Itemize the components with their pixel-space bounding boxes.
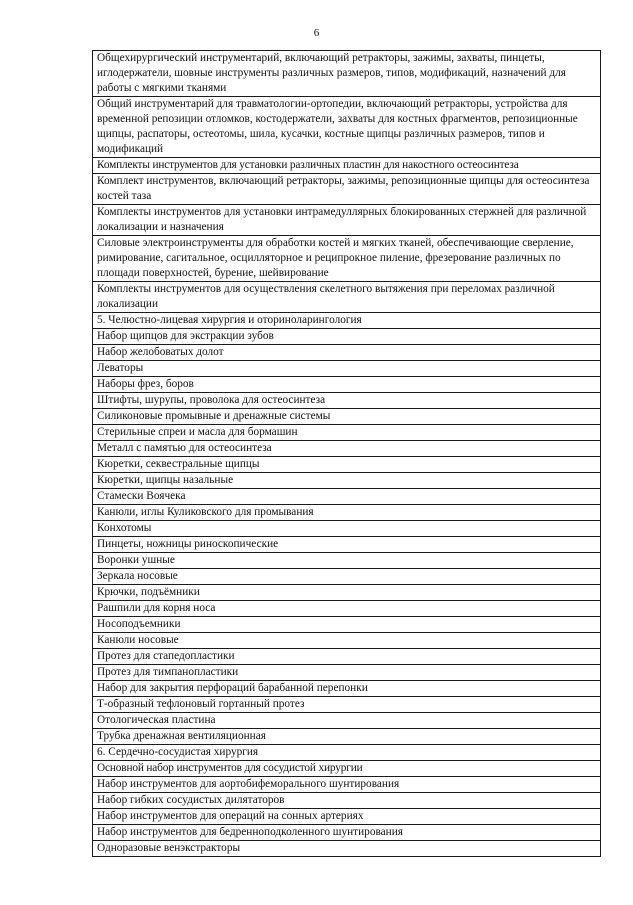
- table-cell: 6. Сердечно-сосудистая хирургия: [93, 745, 601, 761]
- table-cell: Общий инструментарий для травматологии-ортопедии, включающий ретракторы, устройства для временной репозиции отломков, костодержатели, захваты для костных фрагментов, репозиционные щипцы, распаторы, остеотомы, шила, кусачки, костные щипцы различных размеров, типов и модификаций: [93, 97, 601, 158]
- table-cell: Т-образный тефлоновый гортанный протез: [93, 697, 601, 713]
- table-row: [93, 825, 601, 841]
- table-cell: Рашпили для корня носа: [93, 601, 601, 617]
- page-number: 6: [313, 27, 320, 39]
- table-cell: Стамески Воячека: [93, 489, 601, 505]
- table-cell: Штифты, шурупы, проволока для остеосинтеза: [93, 393, 601, 409]
- table-cell: Набор щипцов для экстракции зубов: [93, 329, 601, 345]
- instrument-list-table: [92, 50, 601, 857]
- table-row: [93, 393, 601, 409]
- table-cell: Зеркала носовые: [93, 569, 601, 585]
- table-cell: Кюретки, секвестральные щипцы: [93, 457, 601, 473]
- table-row: [93, 553, 601, 569]
- table-row: [93, 236, 601, 282]
- table-row: [93, 505, 601, 521]
- table-cell: Комплекты инструментов для установки различных пластин для накостного остеосинтеза: [93, 158, 601, 174]
- table-row: [93, 585, 601, 601]
- table-cell: Кюретки, щипцы назальные: [93, 473, 601, 489]
- table-cell: Крючки, подъёмники: [93, 585, 601, 601]
- table-row: [93, 729, 601, 745]
- table-row: [93, 521, 601, 537]
- table-cell: Комплекты инструментов для установки интрамедуллярных блокированных стержней для различной локализации и назначения: [93, 205, 601, 236]
- table-row: [93, 537, 601, 553]
- table-cell: Стерильные спреи и масла для бормашин: [93, 425, 601, 441]
- table-cell: Набор инструментов для бедренноподколенного шунтирования: [93, 825, 601, 841]
- table-row: [93, 841, 601, 857]
- table-cell: Комплекты инструментов для осуществления скелетного вытяжения при переломах различной локализации: [93, 282, 601, 313]
- table-cell: Отологическая пластина: [93, 713, 601, 729]
- table-cell: Канюли носовые: [93, 633, 601, 649]
- table-row: [93, 665, 601, 681]
- table-row: [93, 489, 601, 505]
- table-row: [93, 361, 601, 377]
- table-row: [93, 761, 601, 777]
- table-row: [93, 345, 601, 361]
- table-cell: Канюли, иглы Куликовского для промывания: [93, 505, 601, 521]
- table-row: [93, 697, 601, 713]
- table-row: [93, 617, 601, 633]
- table-cell: Трубка дренажная вентиляционная: [93, 729, 601, 745]
- table-row: [93, 51, 601, 97]
- table-row: [93, 809, 601, 825]
- table-cell: Набор инструментов для операций на сонных артериях: [93, 809, 601, 825]
- table-cell: Носоподъемники: [93, 617, 601, 633]
- table-cell: Набор гибких сосудистых дилятаторов: [93, 793, 601, 809]
- table-cell: Набор желобоватых долот: [93, 345, 601, 361]
- table-row: [93, 777, 601, 793]
- table-cell: Одноразовые венэкстракторы: [93, 841, 601, 857]
- table-row: [93, 649, 601, 665]
- table-row: [93, 745, 601, 761]
- table-cell: Комплект инструментов, включающий ретракторы, зажимы, репозиционные щипцы для остеосинтеза костей таза: [93, 174, 601, 205]
- table-row: [93, 158, 601, 174]
- table-cell: Силовые электроинструменты для обработки костей и мягких тканей, обеспечивающие сверление, римирование, сагитальное, осцилляторное и реципрокное пиление, фрезерование различных по площади поверхностей, бурение, шейвирование: [93, 236, 601, 282]
- table-row: [93, 282, 601, 313]
- table-cell: Общехирургический инструментарий, включающий ретракторы, зажимы, захваты, пинцеты, иглодержатели, шовные инструменты различных размеров, типов, модификаций, назначений для работы с мягкими тканями: [93, 51, 601, 97]
- table-row: [93, 713, 601, 729]
- table-cell: Конхотомы: [93, 521, 601, 537]
- table-cell: Леваторы: [93, 361, 601, 377]
- table-cell: Основной набор инструментов для сосудистой хирургии: [93, 761, 601, 777]
- table-row: [93, 601, 601, 617]
- table-row: [93, 97, 601, 158]
- table-row: [93, 681, 601, 697]
- table-row: [93, 377, 601, 393]
- table-row: [93, 205, 601, 236]
- instrument-list-body: [93, 51, 601, 857]
- table-row: [93, 313, 601, 329]
- table-row: [93, 409, 601, 425]
- table-row: [93, 174, 601, 205]
- table-row: [93, 793, 601, 809]
- table-row: [93, 441, 601, 457]
- table-row: [93, 457, 601, 473]
- table-cell: Набор инструментов для аортобифеморального шунтирования: [93, 777, 601, 793]
- table-row: [93, 473, 601, 489]
- table-cell: 5. Челюстно-лицевая хирургия и оториноларингология: [93, 313, 601, 329]
- table-cell: Силиконовые промывные и дренажные системы: [93, 409, 601, 425]
- table-row: [93, 569, 601, 585]
- table-cell: Воронки ушные: [93, 553, 601, 569]
- table-row: [93, 329, 601, 345]
- table-cell: Наборы фрез, боров: [93, 377, 601, 393]
- table-cell: Пинцеты, ножницы риноскопические: [93, 537, 601, 553]
- table-row: [93, 633, 601, 649]
- table-cell: Набор для закрытия перфораций барабанной перепонки: [93, 681, 601, 697]
- table-row: [93, 425, 601, 441]
- table-cell: Протез для тимпанопластики: [93, 665, 601, 681]
- table-cell: Металл с памятью для остеосинтеза: [93, 441, 601, 457]
- table-cell: Протез для стапедопластики: [93, 649, 601, 665]
